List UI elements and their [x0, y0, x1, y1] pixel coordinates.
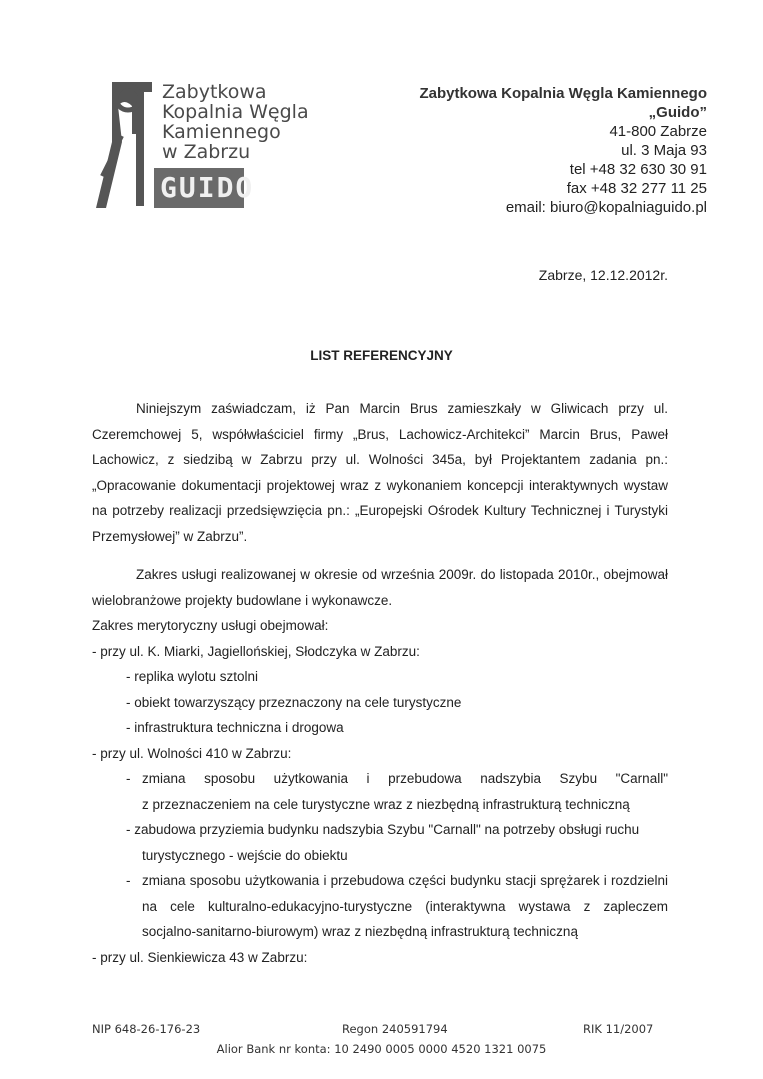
sender-address — [419, 84, 707, 217]
letter-body — [92, 396, 668, 970]
footer-nip: NIP 648-26-176-23 — [92, 1022, 201, 1036]
guido-badge-text: GUIDO — [160, 171, 255, 204]
paragraph-1: Niniejszym zaświadczam, iż Pan Marcin Brus zamieszkały w Gliwicach przy ul. Czeremchowej 5, współwłaściciel firmy „Brus, Lachowicz-Architekci” Marcin Brus, Paweł Lachowicz, z siedzibą w Zabrzu przy ul. Wolności 345a, był Projektantem zadania pn.: „Opracowanie dokumentacji projektowej wraz z wykonaniem koncepcji interaktywnych wystaw na potrzeby realizacji przedsięwzięcia pn.: „Europejski Ośrodek Kultury Technicznej i Turystyki Przemysłowej” w Zabrzu”. — [92, 401, 668, 544]
location-2-item-2-cont: turystycznego - wejście do obiektu — [142, 847, 348, 863]
sender-name: Zabytkowa Kopalnia Węgla Kamiennego — [419, 85, 707, 102]
location-1-item: - replika wylotu sztolni — [126, 669, 259, 684]
location-1-item: - obiekt towarzyszący przeznaczony na cele turystyczne — [126, 694, 462, 710]
sender-name-quoted: „Guido” — [648, 104, 707, 121]
paragraph-2: Zakres usługi realizowanej w okresie od września 2009r. do listopada 2010r., obejmował wielobranżowe projekty budowlane i wykonawcze. — [92, 567, 668, 608]
logo-line-4: w Zabrzu — [162, 141, 251, 163]
museum-logo — [92, 76, 332, 216]
mine-tower-icon — [92, 76, 162, 216]
sender-tel: tel +48 32 630 30 91 — [569, 161, 707, 178]
dash-marker: - — [126, 771, 131, 786]
scope-heading: Zakres merytoryczny usługi obejmował: — [92, 618, 329, 633]
footer-bank-account: Alior Bank nr konta: 10 2490 0005 0000 4520 1321 0075 — [216, 1042, 547, 1056]
location-1: - przy ul. K. Miarki, Jagiellońskiej, Słodczyka w Zabrzu: — [92, 643, 420, 659]
location-1-item: - infrastruktura techniczna i drogowa — [126, 720, 344, 735]
letter-footer — [0, 1022, 763, 1056]
location-2: - przy ul. Wolności 410 w Zabrzu: — [92, 745, 292, 761]
location-2-item-1-text: zmiana sposobu użytkowania i przebudowa nadszybia Szybu "Carnall" — [142, 771, 668, 786]
letter-title: LIST REFERENCYJNY — [310, 348, 453, 363]
logo-line-1: Zabytkowa — [162, 81, 267, 103]
location-2-item-3-text: zmiana sposobu użytkowania i przebudowa części budynku stacji sprężarek i rozdzielni na cele kulturalno-edukacyjno-turystyczne (interaktywna wystawa z zapleczem socjalno-sanitarno-biurowym) wraz z niezbędną infrastrukturą techniczną — [142, 873, 668, 939]
location-2-item-2: - zabudowa przyziemia budynku nadszybia Szybu "Carnall" na potrzeby obsługi ruchu — [126, 822, 640, 837]
logo-wordmark — [162, 82, 309, 162]
footer-rik: RIK 11/2007 — [583, 1022, 654, 1036]
location-2-item-1-cont: z przeznaczeniem na cele turystyczne wraz z niezbędną infrastrukturą techniczną — [142, 796, 630, 812]
sender-fax: fax +48 32 277 11 25 — [566, 180, 707, 197]
footer-regon: Regon 240591794 — [342, 1022, 448, 1036]
logo-line-2: Kopalnia Węgla — [162, 101, 309, 123]
sender-email: email: biuro@kopalniaguido.pl — [505, 199, 707, 216]
location-2-item-3 — [92, 868, 668, 945]
location-2-item-1 — [92, 766, 668, 792]
letter-date: Zabrze, 12.12.2012r. — [538, 267, 668, 283]
sender-city: 41-800 Zabrze — [609, 123, 707, 140]
sender-street: ul. 3 Maja 93 — [621, 142, 707, 159]
logo-line-3: Kamiennego — [162, 121, 281, 143]
location-3: - przy ul. Sienkiewicza 43 w Zabrzu: — [92, 949, 308, 965]
dash-marker: - — [126, 873, 131, 888]
